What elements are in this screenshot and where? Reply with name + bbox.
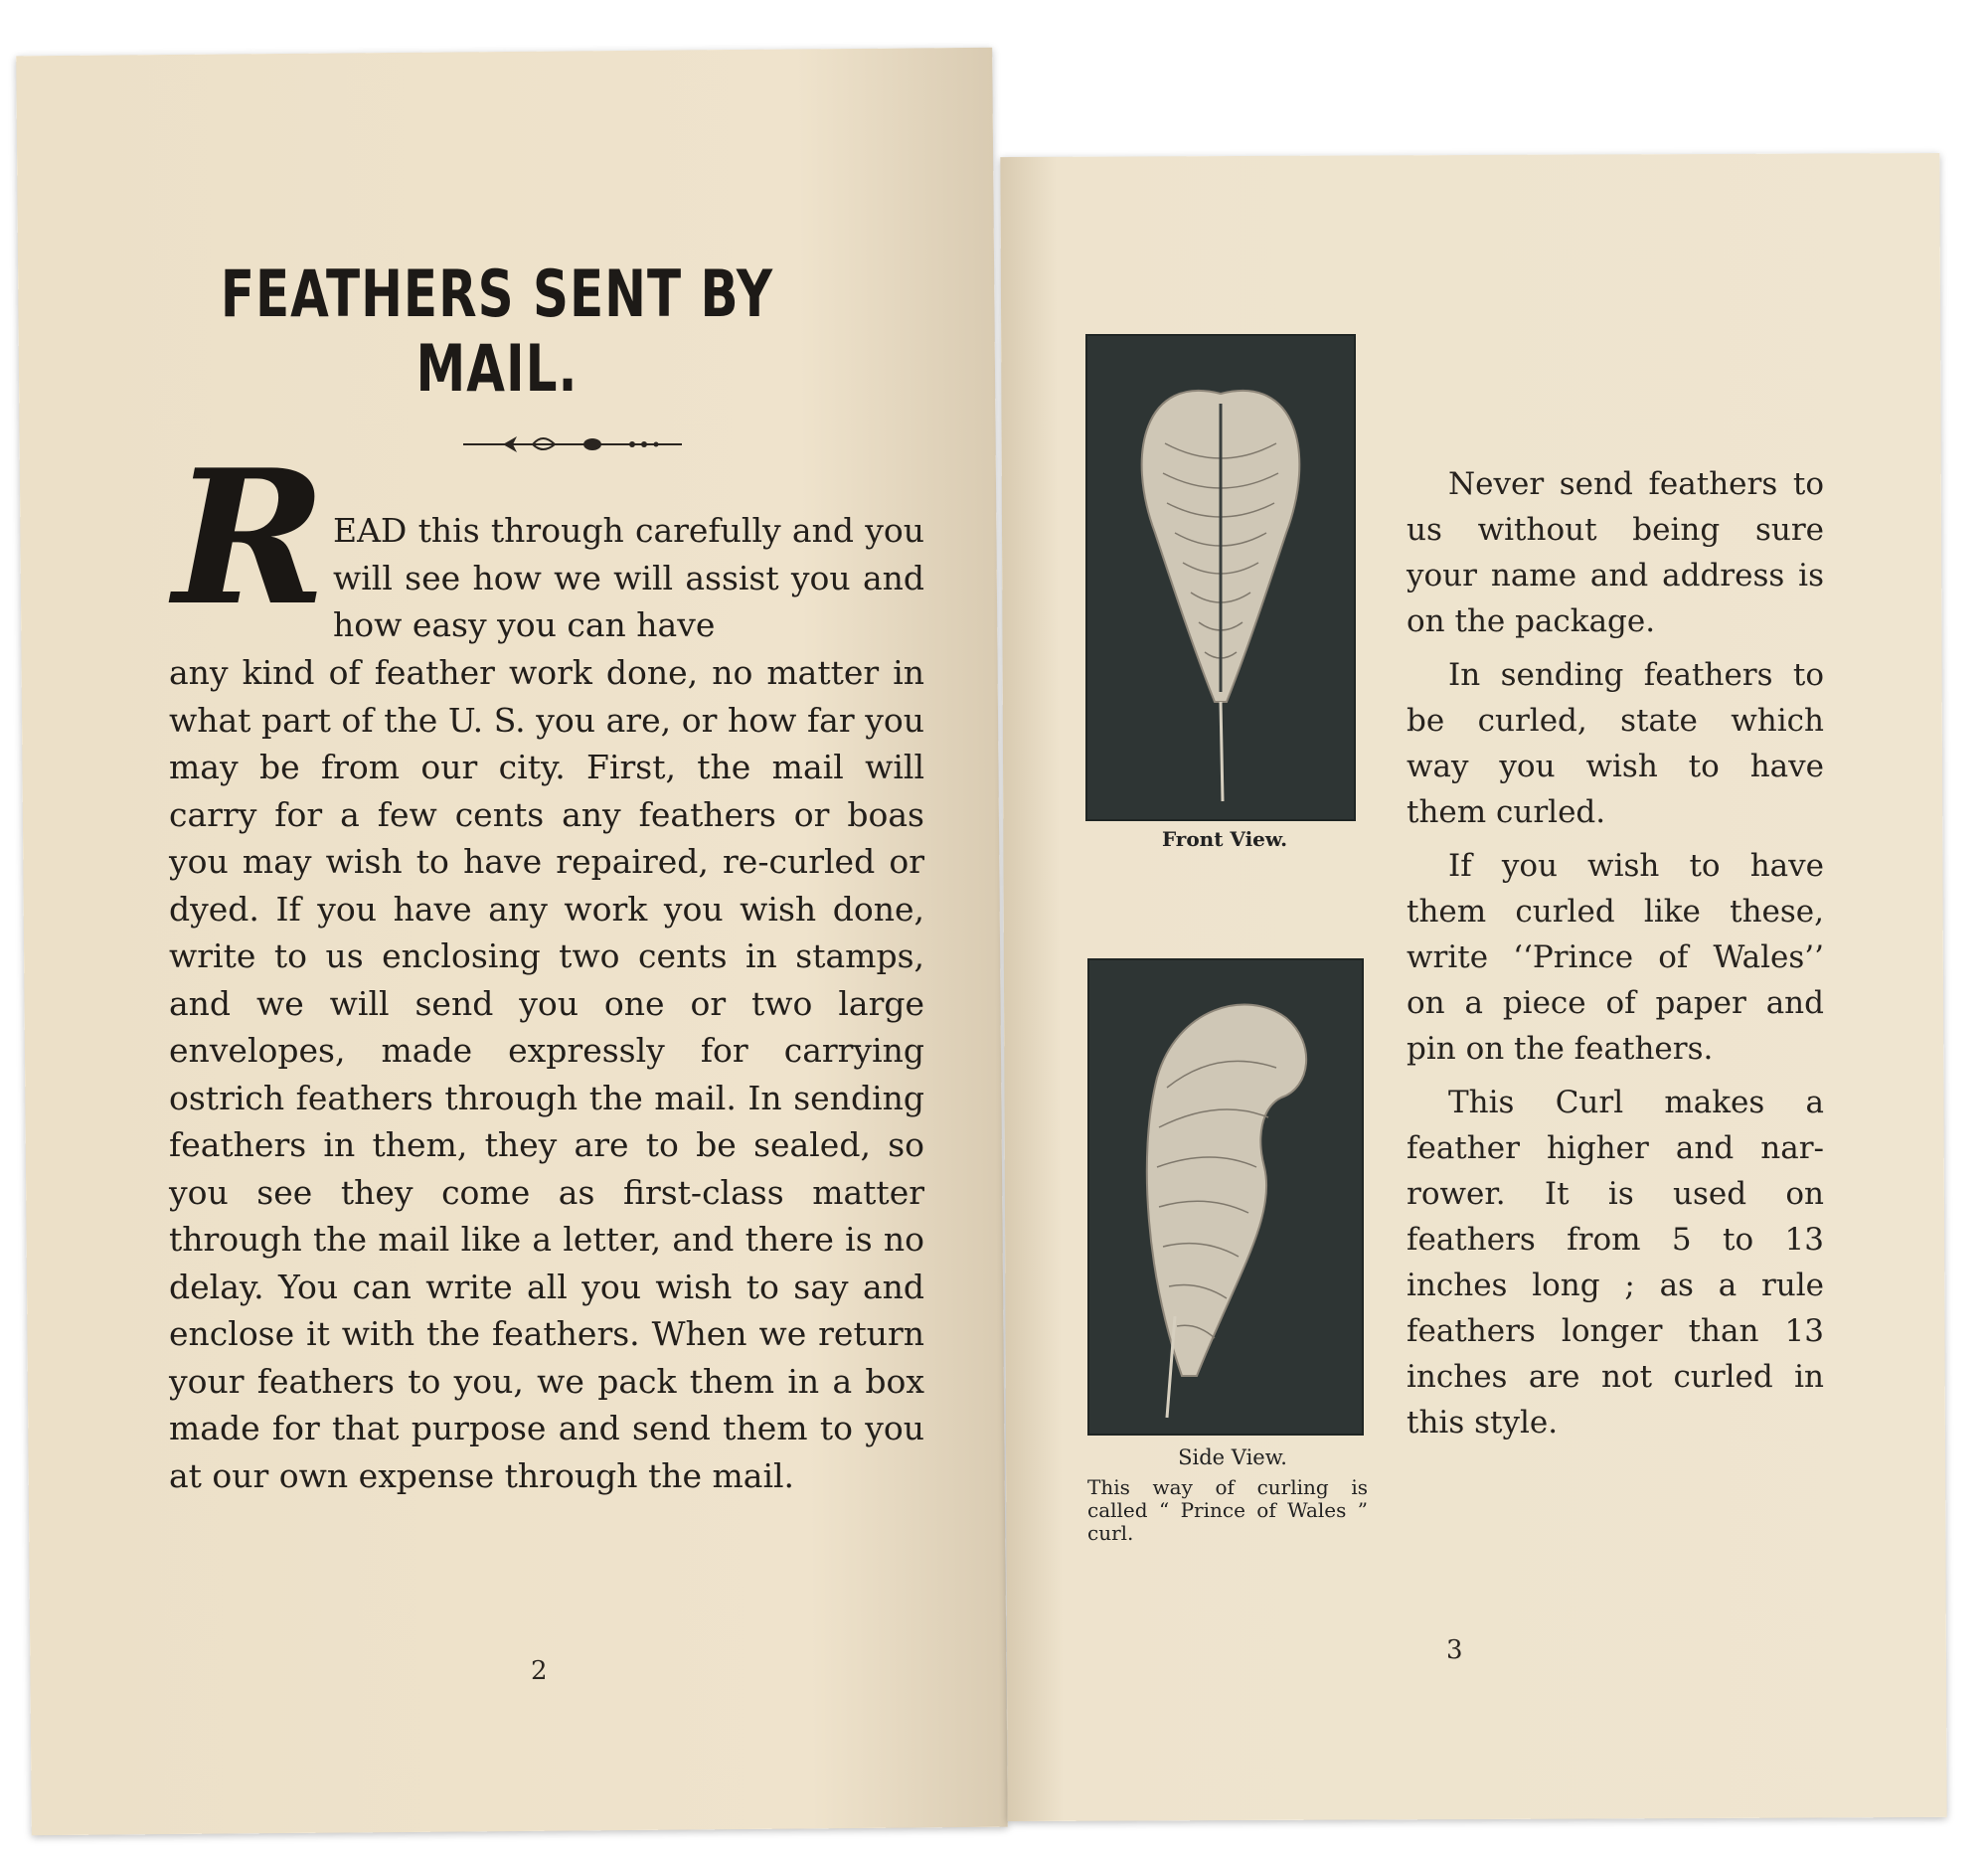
- intro-lines: EAD this through carefully and you will see how we will assist you and how easy you can have: [333, 511, 924, 644]
- left-body-text: any kind of feather work done, no matter in what part of the U. S. you are, or how far you may be from our city. First, the mail will carry for a few cents any feathers or boas you may wish to have repaired, re-curled or dyed. If you have any work you wish done, write to us enclosing two cents in stamps, and we will send you one or two large envelopes, made expressly for carrying ostrich feathers through the mail. In sending feathers in them, they are to be sealed, so you see they come as first-class matter through the mail like a letter, and there is no delay. You can write all you wish to say and enclose it with the feathers. When we return your feathers to you, we pack them in a box made for that purpose and send them to you at our own expense through the mail.: [169, 653, 924, 1495]
- page-title: FEATHERS SENT BY MAIL.: [220, 256, 774, 407]
- front-view-figure: [1085, 334, 1356, 821]
- side-view-caption-title: Side View.: [1178, 1445, 1287, 1469]
- page-number-right: 3: [1446, 1635, 1463, 1665]
- side-view-caption-text: This way of curling is called “ Prince of Wales ” curl.: [1087, 1475, 1368, 1545]
- paragraph-prince-of-wales: If you wish to have them curled like these, write ‘‘Prince of Wales’’ on a piece of paper and pin on the feathers.: [1407, 848, 1824, 1067]
- feather-front-view-icon: [1085, 334, 1356, 821]
- paragraph-sending-curled: In sending feathers to be curled, state which way you wish to have them curled.: [1407, 657, 1824, 830]
- vine-ornament-icon: [463, 429, 682, 459]
- drop-cap: R: [173, 428, 327, 646]
- front-view-caption: Front View.: [1161, 827, 1288, 851]
- paragraph-never-send: Never send feathers to us without being sure your name and address is on the package.: [1407, 466, 1824, 639]
- page-number-left: 2: [531, 1656, 548, 1686]
- paragraph-this-curl: This Curl makes a feather higher and nar- rower. It is used on feathers from 5 to 13 inches long ; as a rule feathers longer than 13 inches are not curled in this style.: [1407, 1085, 1824, 1441]
- feather-side-view-icon: [1087, 958, 1364, 1436]
- side-view-figure: [1087, 958, 1364, 1436]
- right-body-text: [1407, 461, 1824, 1453]
